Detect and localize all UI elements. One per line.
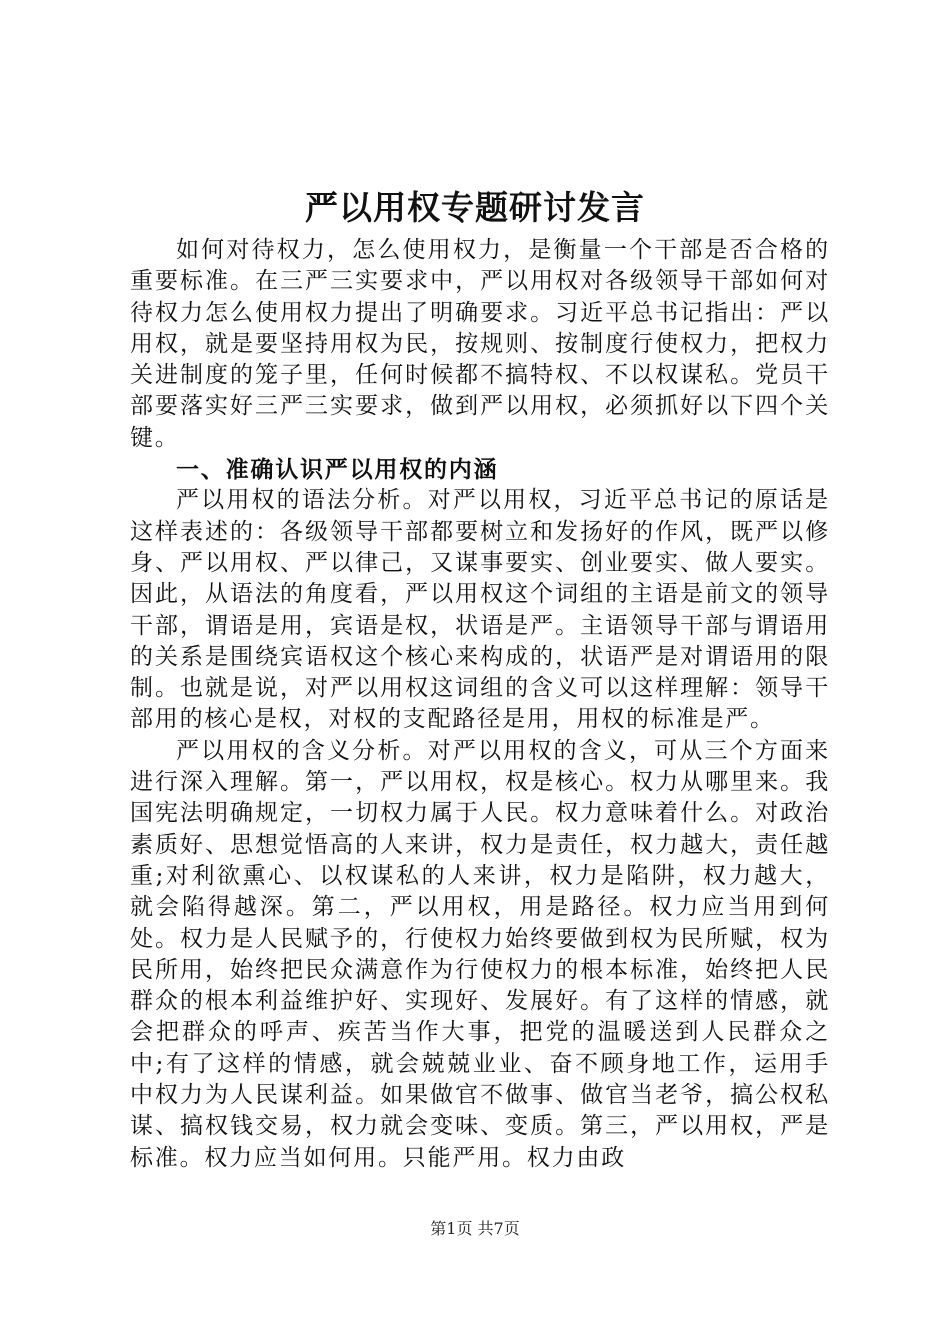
page-footer: 第1页 共7页 — [430, 1219, 520, 1238]
document-body — [130, 235, 830, 1174]
document-title: 严以用权专题研讨发言 — [305, 188, 645, 227]
paragraph-intro: 如何对待权力，怎么使用权力，是衡量一个干部是否合格的重要标准。在三严三实要求中，严以用权对各级领导干部如何对待权力怎么使用权力提出了明确要求。习近平总书记指出：严以用权，就是要坚持用权为民，按规则、按制度行使权力，把权力关进制度的笼子里，任何时候都不搞特权、不以权谋私。党员干部要落实好三严三实要求，做到严以用权，必须抓好以下四个关键。 — [130, 237, 830, 451]
paragraph-grammar-analysis: 严以用权的语法分析。对严以用权，习近平总书记的原话是这样表述的：各级领导干部都要树立和发扬好的作风，既严以修身、严以用权、严以律己，又谋事要实、创业要实、做人要实。因此，从语法的角度看，严以用权这个词组的主语是前文的领导干部，谓语是用，宾语是权，状语是严。主语领导干部与谓语用的关系是围绕宾语权这个核心来构成的，状语严是对谓语用的限制。也就是说，对严以用权这词组的含义可以这样理解：领导干部用的核心是权，对权的支配路径是用，用权的标准是严。 — [130, 487, 830, 733]
section-heading-1: 一、准确认识严以用权的内涵 — [176, 456, 499, 484]
paragraph-meaning-analysis: 严以用权的含义分析。对严以用权的含义，可从三个方面来进行深入理解。第一，严以用权，权是核心。权力从哪里来。我国宪法明确规定，一切权力属于人民。权力意味着什么。对政治素质好、思想觉悟高的人来讲，权力是责任，权力越大，责任越重;对利欲熏心、以权谋私的人来讲，权力是陷阱，权力越大，就会陷得越深。第二，严以用权，用是路径。权力应当用到何处。权力是人民赋予的，行使权力始终要做到权为民所赋，权为民所用，始终把民众满意作为行使权力的根本标准，始终把人民群众的根本利益维护好、实现好、发展好。有了这样的情感，就会把群众的呼声、疾苦当作大事，把党的温暖送到人民群众之中;有了这样的情感，就会兢兢业业、奋不顾身地工作，运用手中权力为人民谋利益。如果做官不做事、做官当老爷，搞公权私谋、搞权钱交易，权力就会变味、变质。第三，严以用权，严是标准。权力应当如何用。只能严用。权力由政 — [130, 737, 830, 1171]
